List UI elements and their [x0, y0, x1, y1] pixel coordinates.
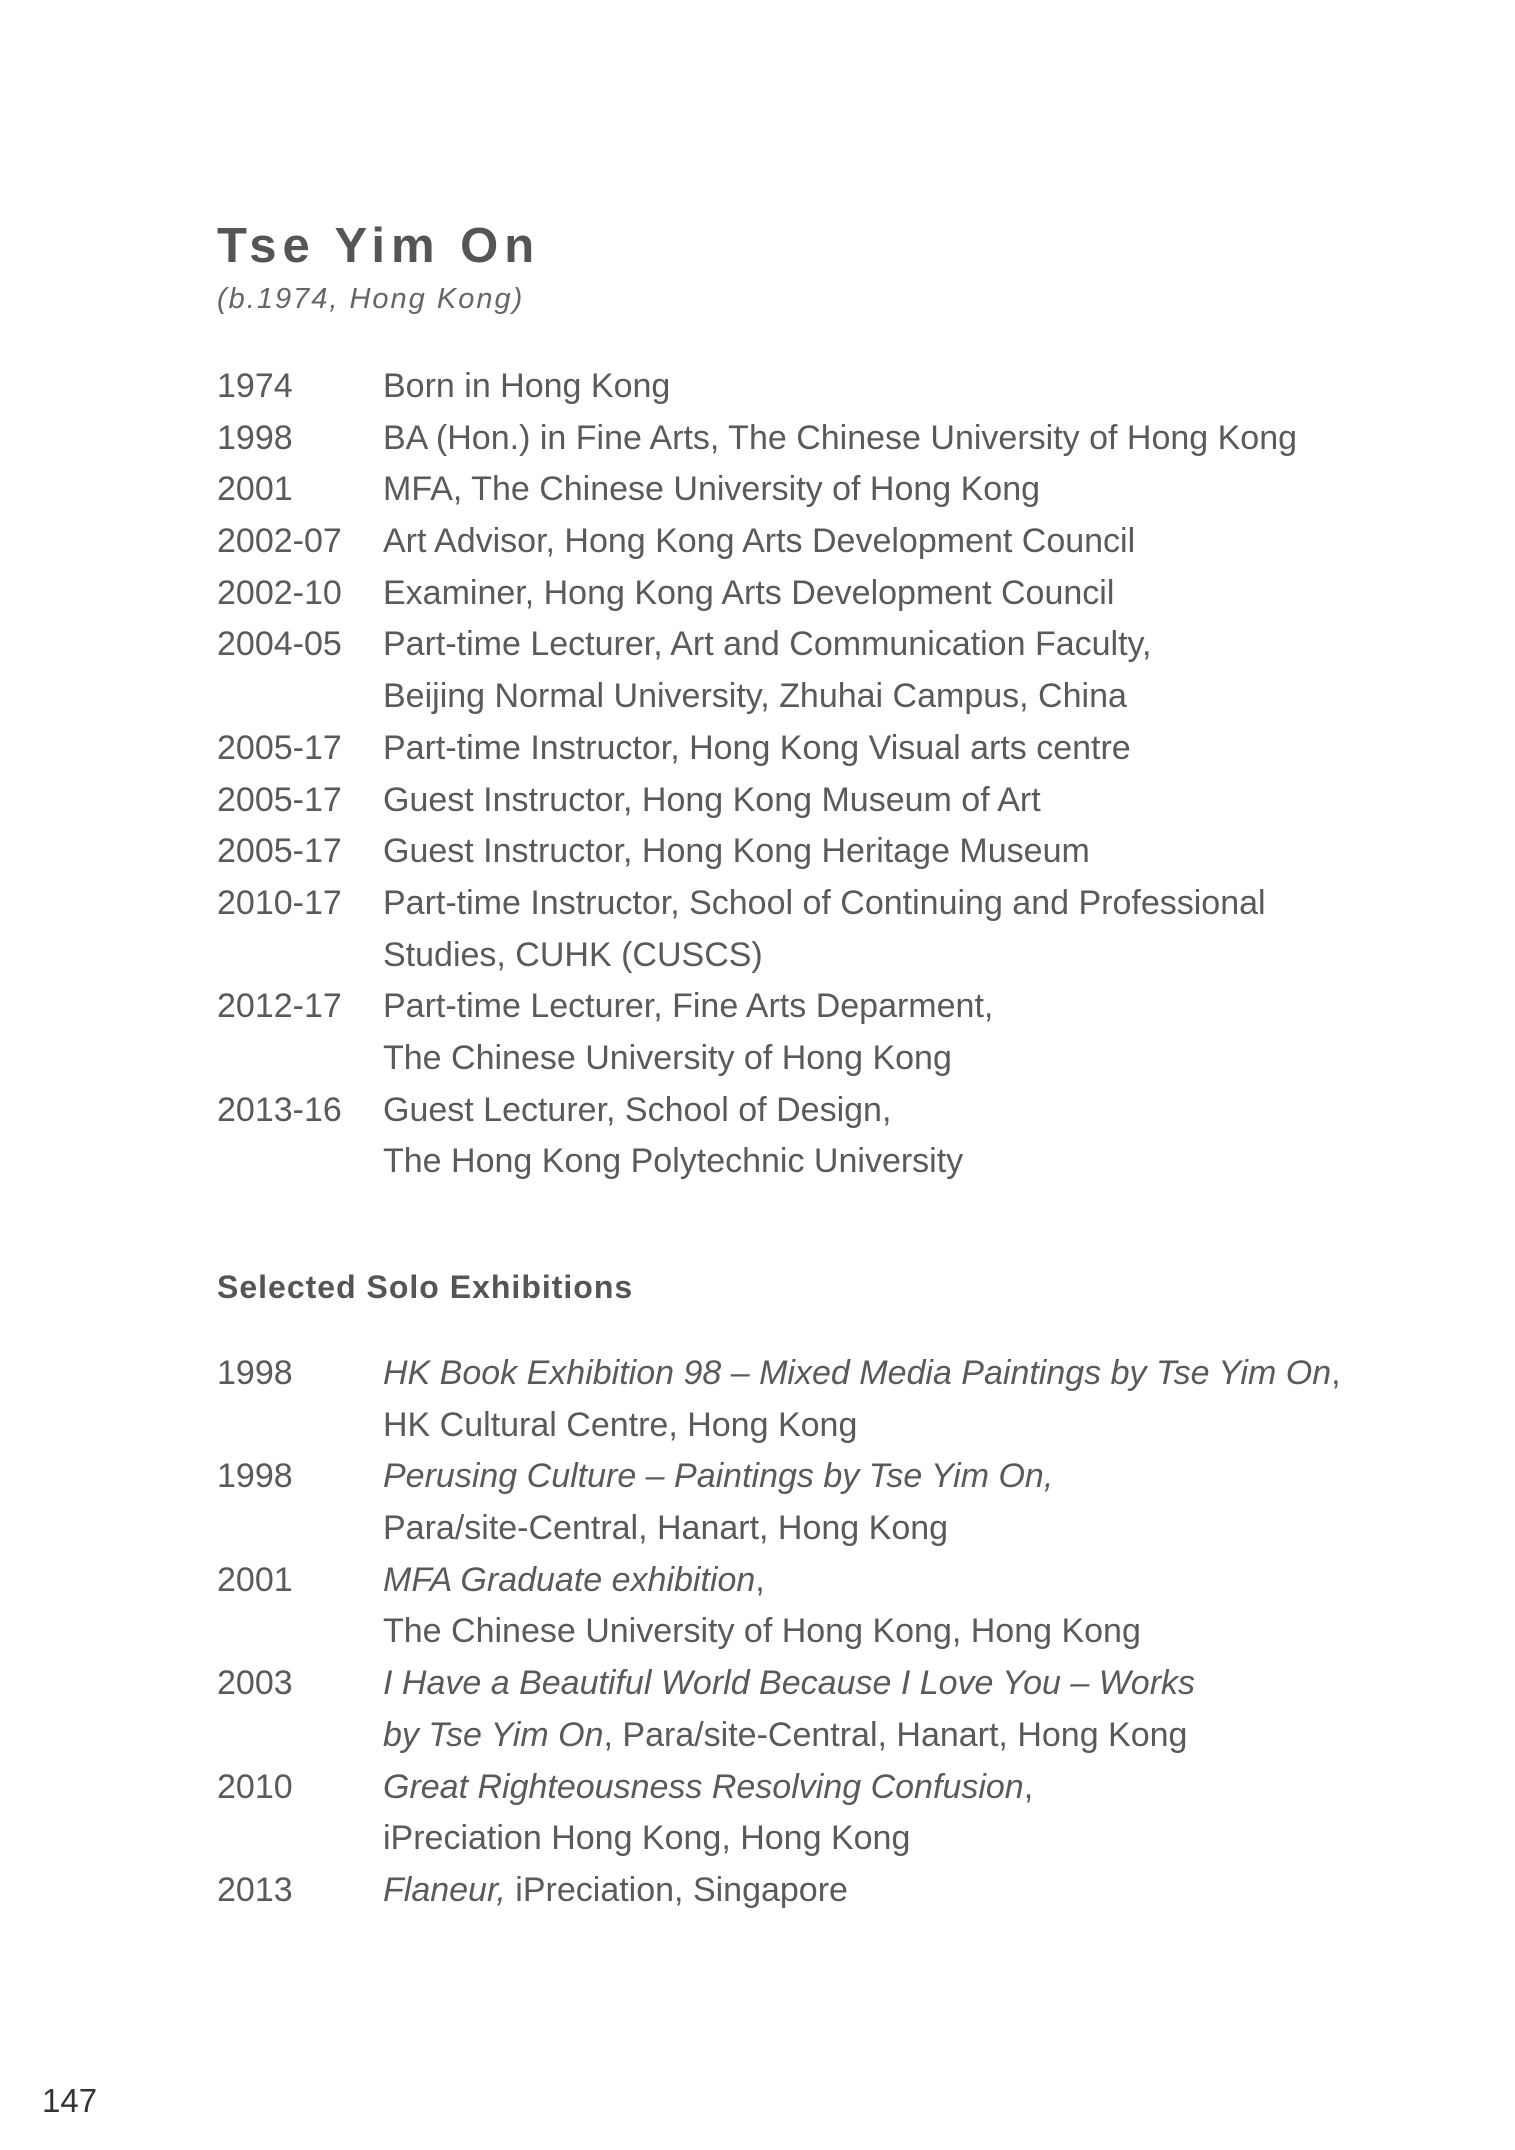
- biography-entry: [217, 619, 1367, 722]
- exhibition-year: 2013: [217, 1870, 293, 1909]
- exhibition-entry: [217, 1555, 1367, 1658]
- exhibition-title-line: [383, 1555, 1367, 1607]
- entry-year: 2005-17: [217, 728, 342, 767]
- entry-text: Born in Hong Kong: [383, 367, 671, 405]
- entry-year: 2001: [217, 470, 293, 509]
- entry-year: 1974: [217, 367, 293, 405]
- entry-text: Part-time Instructor, School of Continuing and Professional: [383, 883, 1266, 922]
- entry-year: 1998: [217, 418, 293, 457]
- exhibition-venue: Para/site-Central, Hanart, Hong Kong: [383, 1509, 949, 1548]
- entry-text: MFA, The Chinese University of Hong Kong: [383, 470, 1041, 509]
- exhibition-entry: [217, 1658, 1367, 1761]
- entry-year: 2013-16: [217, 1090, 342, 1129]
- entry-text: Studies, CUHK (CUSCS): [383, 935, 763, 974]
- entry-year: 2005-17: [217, 832, 342, 871]
- exhibition-year: 2003: [217, 1664, 293, 1703]
- exhibition-venue: HK Cultural Centre, Hong Kong: [383, 1405, 858, 1444]
- entry-text: Beijing Normal University, Zhuhai Campus, China: [383, 677, 1127, 716]
- entry-text: The Chinese University of Hong Kong: [383, 1038, 952, 1077]
- exhibition-title: Flaneur,: [383, 1870, 506, 1909]
- biography-entry: [217, 413, 1367, 465]
- exhibition-title-line: [383, 1865, 1367, 1917]
- biography-entry: [217, 361, 1367, 413]
- entry-text: Examiner, Hong Kong Arts Development Council: [383, 573, 1115, 612]
- exhibition-year: 2010: [217, 1767, 293, 1806]
- exhibition-venue: The Chinese University of Hong Kong, Hong Kong: [383, 1612, 1141, 1651]
- biography-entry: [217, 826, 1367, 878]
- page-number: 147: [42, 2082, 98, 2119]
- exhibition-title-cont: by Tse Yim On: [383, 1715, 604, 1754]
- exhibition-list: [217, 1348, 1367, 1917]
- entry-text: Guest Lecturer, School of Design,: [383, 1090, 892, 1129]
- exhibition-entry: [217, 1348, 1367, 1451]
- exhibition-year: 2001: [217, 1560, 293, 1599]
- exhibition-title: HK Book Exhibition 98 – Mixed Media Paintings by Tse Yim On: [383, 1354, 1332, 1392]
- exhibition-title-punct: ,: [755, 1560, 765, 1599]
- artist-birth: (b.1974, Hong Kong): [217, 283, 525, 315]
- biography-entry: [217, 1085, 1367, 1188]
- exhibition-year: 1998: [217, 1457, 293, 1496]
- exhibition-year: 1998: [217, 1354, 293, 1392]
- exhibition-title-line: [383, 1658, 1367, 1710]
- biography-entry: [217, 878, 1367, 981]
- entry-text: Part-time Instructor, Hong Kong Visual arts centre: [383, 728, 1131, 767]
- entry-text: Guest Instructor, Hong Kong Museum of Art: [383, 780, 1041, 819]
- entry-year: 2004-05: [217, 625, 342, 664]
- biography-entry: [217, 464, 1367, 516]
- exhibition-entry: [217, 1762, 1367, 1865]
- exhibition-venue: iPreciation Hong Kong, Hong Kong: [383, 1819, 911, 1858]
- exhibition-title-line: [383, 1348, 1367, 1400]
- exhibition-title-line: [383, 1451, 1367, 1503]
- exhibition-title-line: [383, 1762, 1367, 1814]
- entry-text: BA (Hon.) in Fine Arts, The Chinese University of Hong Kong: [383, 418, 1298, 457]
- entry-year: 2002-07: [217, 522, 342, 561]
- entry-year: 2005-17: [217, 780, 342, 819]
- biography-entry: [217, 981, 1367, 1084]
- biography-list: [217, 361, 1367, 1188]
- artist-name: Tse Yim On: [217, 219, 541, 273]
- entry-year: 2002-10: [217, 573, 342, 612]
- biography-entry: [217, 775, 1367, 827]
- entry-text: Guest Instructor, Hong Kong Heritage Museum: [383, 832, 1090, 871]
- exhibition-title: I Have a Beautiful World Because I Love You – Works: [383, 1664, 1196, 1703]
- exhibition-title-line: [383, 1710, 1367, 1762]
- exhibition-venue: , Para/site-Central, Hanart, Hong Kong: [603, 1715, 1188, 1754]
- entry-text: Part-time Lecturer, Fine Arts Deparment,: [383, 987, 994, 1026]
- exhibition-title: Perusing Culture – Paintings by Tse Yim On,: [383, 1457, 1054, 1496]
- exhibition-venue: iPreciation, Singapore: [505, 1870, 848, 1909]
- exhibition-title-punct: ,: [1023, 1767, 1034, 1806]
- biography-entry: [217, 516, 1367, 568]
- entry-text: The Hong Kong Polytechnic University: [383, 1142, 964, 1181]
- entry-year: 2010-17: [217, 883, 342, 922]
- entry-year: 2012-17: [217, 987, 342, 1026]
- section-heading: Selected Solo Exhibitions: [217, 1268, 634, 1305]
- exhibition-title: Great Righteousness Resolving Confusion: [383, 1767, 1024, 1806]
- exhibition-title: MFA Graduate exhibition: [383, 1560, 756, 1599]
- exhibition-entry: [217, 1451, 1367, 1554]
- entry-text: Art Advisor, Hong Kong Arts Development Council: [383, 522, 1136, 561]
- exhibition-title-punct: ,: [1331, 1354, 1341, 1392]
- biography-entry: [217, 723, 1367, 775]
- biography-entry: [217, 568, 1367, 620]
- entry-text: Part-time Lecturer, Art and Communication Faculty,: [383, 625, 1152, 664]
- exhibition-entry: [217, 1865, 1367, 1917]
